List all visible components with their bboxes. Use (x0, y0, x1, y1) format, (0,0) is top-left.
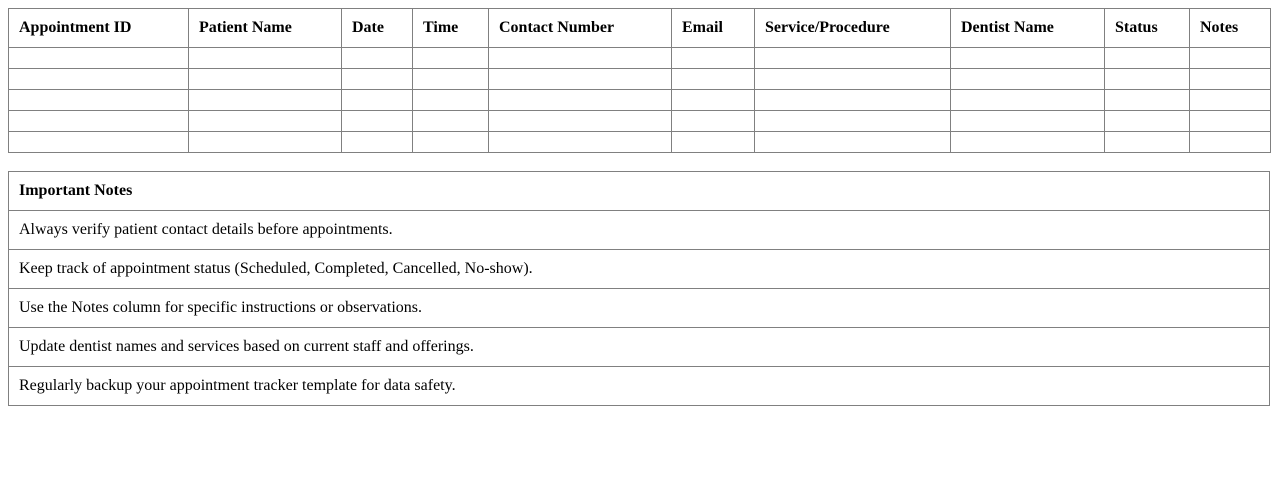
table-cell[interactable] (9, 69, 189, 90)
table-cell[interactable] (189, 48, 342, 69)
table-cell[interactable] (489, 90, 672, 111)
note-row (9, 289, 1270, 328)
col-header-status: Status (1105, 9, 1190, 48)
table-cell[interactable] (489, 132, 672, 153)
table-cell[interactable] (672, 90, 755, 111)
table-row (9, 69, 1271, 90)
table-cell[interactable] (1105, 69, 1190, 90)
table-cell[interactable] (9, 48, 189, 69)
table-cell[interactable] (1105, 90, 1190, 111)
table-cell[interactable] (951, 132, 1105, 153)
table-cell[interactable] (413, 132, 489, 153)
table-cell[interactable] (1105, 111, 1190, 132)
table-cell[interactable] (342, 48, 413, 69)
table-cell[interactable] (1190, 48, 1271, 69)
table-cell[interactable] (755, 90, 951, 111)
note-row (9, 250, 1270, 289)
table-cell[interactable] (951, 48, 1105, 69)
note-item: Always verify patient contact details before appointments. (9, 211, 1270, 250)
col-header-service-procedure: Service/Procedure (755, 9, 951, 48)
table-cell[interactable] (413, 69, 489, 90)
note-row (9, 367, 1270, 406)
table-cell[interactable] (755, 48, 951, 69)
table-cell[interactable] (672, 132, 755, 153)
table-cell[interactable] (342, 69, 413, 90)
table-cell[interactable] (755, 132, 951, 153)
table-row (9, 48, 1271, 69)
col-header-appointment-id: Appointment ID (9, 9, 189, 48)
table-row (9, 90, 1271, 111)
table-cell[interactable] (189, 90, 342, 111)
table-cell[interactable] (672, 48, 755, 69)
table-cell[interactable] (1190, 69, 1271, 90)
notes-heading-row (9, 172, 1270, 211)
table-cell[interactable] (189, 111, 342, 132)
col-header-contact-number: Contact Number (489, 9, 672, 48)
table-cell[interactable] (755, 69, 951, 90)
col-header-notes: Notes (1190, 9, 1271, 48)
table-cell[interactable] (1105, 132, 1190, 153)
table-cell[interactable] (189, 132, 342, 153)
table-cell[interactable] (9, 132, 189, 153)
table-row (9, 132, 1271, 153)
table-cell[interactable] (951, 69, 1105, 90)
note-item: Regularly backup your appointment tracker template for data safety. (9, 367, 1270, 406)
table-cell[interactable] (9, 111, 189, 132)
table-cell[interactable] (342, 132, 413, 153)
note-item: Use the Notes column for specific instructions or observations. (9, 289, 1270, 328)
col-header-dentist-name: Dentist Name (951, 9, 1105, 48)
table-cell[interactable] (672, 111, 755, 132)
table-cell[interactable] (755, 111, 951, 132)
table-cell[interactable] (1190, 132, 1271, 153)
col-header-date: Date (342, 9, 413, 48)
table-cell[interactable] (413, 90, 489, 111)
table-cell[interactable] (413, 48, 489, 69)
col-header-patient-name: Patient Name (189, 9, 342, 48)
important-notes-table (8, 171, 1270, 406)
table-cell[interactable] (489, 111, 672, 132)
appointments-body (9, 48, 1271, 153)
table-cell[interactable] (342, 111, 413, 132)
table-cell[interactable] (951, 90, 1105, 111)
header-row (9, 9, 1271, 48)
table-cell[interactable] (342, 90, 413, 111)
note-row (9, 211, 1270, 250)
col-header-time: Time (413, 9, 489, 48)
table-cell[interactable] (1190, 90, 1271, 111)
table-cell[interactable] (489, 48, 672, 69)
table-cell[interactable] (951, 111, 1105, 132)
table-cell[interactable] (9, 90, 189, 111)
table-cell[interactable] (489, 69, 672, 90)
note-item: Update dentist names and services based on current staff and offerings. (9, 328, 1270, 367)
note-row (9, 328, 1270, 367)
table-cell[interactable] (189, 69, 342, 90)
appointments-table (8, 8, 1271, 153)
table-cell[interactable] (413, 111, 489, 132)
notes-heading: Important Notes (9, 172, 1270, 211)
table-cell[interactable] (1190, 111, 1271, 132)
table-cell[interactable] (1105, 48, 1190, 69)
table-row (9, 111, 1271, 132)
note-item: Keep track of appointment status (Scheduled, Completed, Cancelled, No-show). (9, 250, 1270, 289)
table-cell[interactable] (672, 69, 755, 90)
col-header-email: Email (672, 9, 755, 48)
